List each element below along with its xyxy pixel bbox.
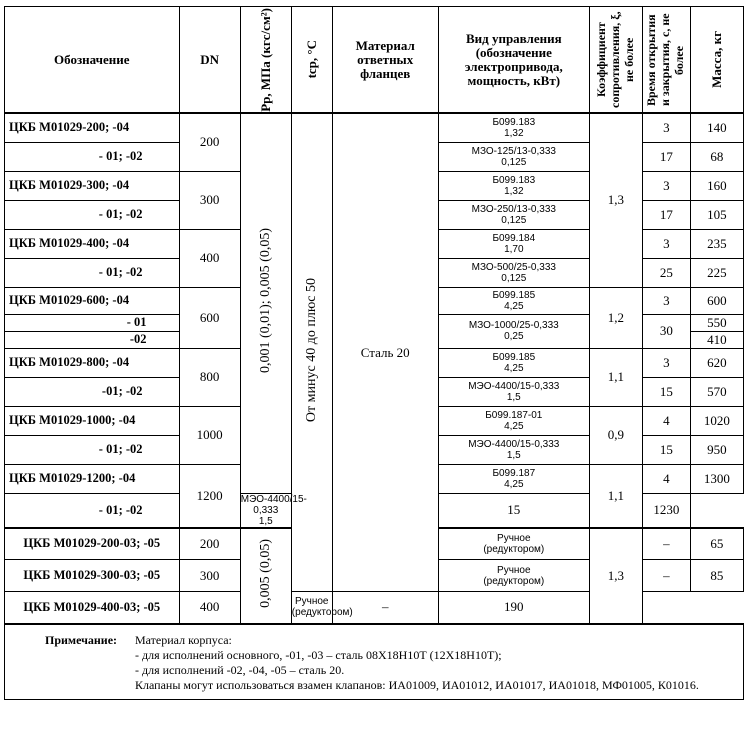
dn-cell: 300	[179, 171, 240, 229]
time-cell: –	[642, 560, 690, 592]
control-cell: Б099.183 1,32	[438, 113, 589, 142]
dn-cell: 600	[179, 287, 240, 348]
flange-material: Сталь 20	[332, 113, 438, 592]
mass-cell: 1230	[642, 493, 690, 528]
time-cell: 3	[642, 171, 690, 200]
designation-cell: ЦКБ М01029-1200; -04	[5, 464, 180, 493]
designation-cell: - 01; -02	[5, 435, 180, 464]
control-cell: Б099.183 1,32	[438, 171, 589, 200]
control-cell: Б099.187-01 4,25	[438, 406, 589, 435]
mass-cell: 68	[690, 142, 743, 171]
header-designation: Обозначение	[5, 7, 180, 114]
time-cell: 3	[642, 348, 690, 377]
time-cell: 17	[642, 200, 690, 229]
control-cell: МЭО-4400/15-0,333 1,5	[438, 435, 589, 464]
header-mass: Масса, кг	[708, 31, 724, 88]
control-cell: МЗО-500/25-0,333 0,125	[438, 258, 589, 287]
header-coef: Коэффициент сопротивления, ξ, не более	[593, 11, 636, 108]
note-line: - для исполнений -02, -04, -05 – сталь 20.	[135, 662, 345, 677]
designation-cell: ЦКБ М01029-300; -04	[5, 171, 180, 200]
mass-cell: 235	[690, 229, 743, 258]
note-line: Материал корпуса:	[135, 632, 232, 647]
dn-cell: 1000	[179, 406, 240, 464]
control-cell: МЗО-125/13-0,333 0,125	[438, 142, 589, 171]
mass-cell: 550	[690, 314, 743, 331]
dn-cell: 200	[179, 113, 240, 171]
control-cell: Б099.184 1,70	[438, 229, 589, 258]
note-block	[5, 624, 744, 700]
designation-cell: ЦКБ М01029-300-03; -05	[5, 560, 180, 592]
control-cell: Ручное (редуктором)	[438, 528, 589, 560]
mass-cell: 65	[690, 528, 743, 560]
time-cell: 3	[642, 113, 690, 142]
time-cell: 15	[642, 377, 690, 406]
mass-cell: 160	[690, 171, 743, 200]
designation-cell: - 01; -02	[5, 200, 180, 229]
specs-table	[4, 6, 744, 700]
mass-cell: 950	[690, 435, 743, 464]
header-control: Вид управления (обозначение электропривода, мощность, кВт)	[438, 7, 589, 114]
designation-cell: - 01; -02	[5, 493, 180, 528]
control-cell: Б099.185 4,25	[438, 348, 589, 377]
mass-cell: 85	[690, 560, 743, 592]
dn-cell: 300	[179, 560, 240, 592]
mass-cell: 225	[690, 258, 743, 287]
control-cell: Ручное (редуктором)	[438, 560, 589, 592]
control-cell: МЭО-4400/15-0,333 1,5	[240, 493, 307, 527]
control-cell: МЗО-1000/25-0,333 0,25	[438, 314, 589, 348]
mass-cell: 105	[690, 200, 743, 229]
control-cell: МЗО-250/13-0,333 0,125	[438, 200, 589, 229]
note-label: Примечание:	[45, 632, 118, 647]
designation-cell: -02	[5, 331, 180, 348]
pressure-main-text: 0,001 (0,01); 0,005 (0,05)	[257, 228, 273, 374]
mass-cell: 410	[690, 331, 743, 348]
coef-cell: 1,3	[589, 113, 642, 287]
coef-cell: 1,1	[589, 464, 642, 528]
designation-cell: ЦКБ М01029-400-03; -05	[5, 592, 180, 624]
designation-cell: ЦКБ М01029-800; -04	[5, 348, 180, 377]
time-cell: 15	[438, 493, 589, 528]
time-cell: –	[642, 528, 690, 560]
header-flange: Материал ответных фланцев	[332, 7, 438, 114]
time-cell: 15	[642, 435, 690, 464]
dn-cell: 400	[179, 229, 240, 287]
designation-cell: ЦКБ М01029-1000; -04	[5, 406, 180, 435]
control-cell: Ручное (редуктором)	[291, 592, 332, 624]
coef-cell: 1,1	[589, 348, 642, 406]
control-cell: МЭО-4400/15-0,333 1,5	[438, 377, 589, 406]
pressure-manual-text: 0,005 (0,05)	[257, 538, 273, 608]
mass-cell: 140	[690, 113, 743, 142]
note-line: Клапаны могут использоваться взамен клапанов: ИА01009, ИА01012, ИА01017, ИА01018, МФ01005, К01016.	[135, 677, 699, 692]
mass-cell: 190	[438, 592, 589, 624]
time-cell: 25	[642, 258, 690, 287]
coef-cell: 0,9	[589, 406, 642, 464]
header-temp: tср, °С	[303, 40, 319, 79]
control-cell: Б099.187 4,25	[438, 464, 589, 493]
designation-cell: - 01; -02	[5, 258, 180, 287]
designation-cell: ЦКБ М01029-600; -04	[5, 287, 180, 314]
header-time: Время открытия и закрытия, с, не более	[644, 13, 687, 106]
designation-cell: - 01	[5, 314, 180, 331]
header-dn: DN	[179, 7, 240, 114]
time-cell: 3	[642, 229, 690, 258]
dn-cell: 200	[179, 528, 240, 560]
mass-cell: 570	[690, 377, 743, 406]
designation-cell: ЦКБ М01029-200; -04	[5, 113, 180, 142]
dn-cell: 1200	[179, 464, 240, 528]
mass-cell: 620	[690, 348, 743, 377]
dn-cell: 800	[179, 348, 240, 406]
control-cell: Б099.185 4,25	[438, 287, 589, 314]
mass-cell: 600	[690, 287, 743, 314]
mass-cell: 1020	[690, 406, 743, 435]
time-cell: 4	[642, 406, 690, 435]
header-pressure: Рр, МПа (кгс/см²)	[257, 7, 273, 112]
mass-cell: 1300	[690, 464, 743, 493]
time-cell: 4	[642, 464, 690, 493]
coef-cell: 1,2	[589, 287, 642, 348]
coef-cell: 1,3	[589, 528, 642, 624]
designation-cell: ЦКБ М01029-400; -04	[5, 229, 180, 258]
dn-cell: 400	[179, 592, 240, 624]
time-cell: 17	[642, 142, 690, 171]
time-cell: –	[332, 592, 438, 624]
temp-range-text: От минус 40 до плюс 50	[303, 277, 319, 423]
time-cell: 3	[642, 287, 690, 314]
note-line: - для исполнений основного, -01, -03 – сталь 08Х18Н10Т (12Х18Н10Т);	[135, 647, 502, 662]
designation-cell: - 01; -02	[5, 142, 180, 171]
designation-cell: ЦКБ М01029-200-03; -05	[5, 528, 180, 560]
time-cell: 30	[642, 314, 690, 348]
designation-cell: -01; -02	[5, 377, 180, 406]
